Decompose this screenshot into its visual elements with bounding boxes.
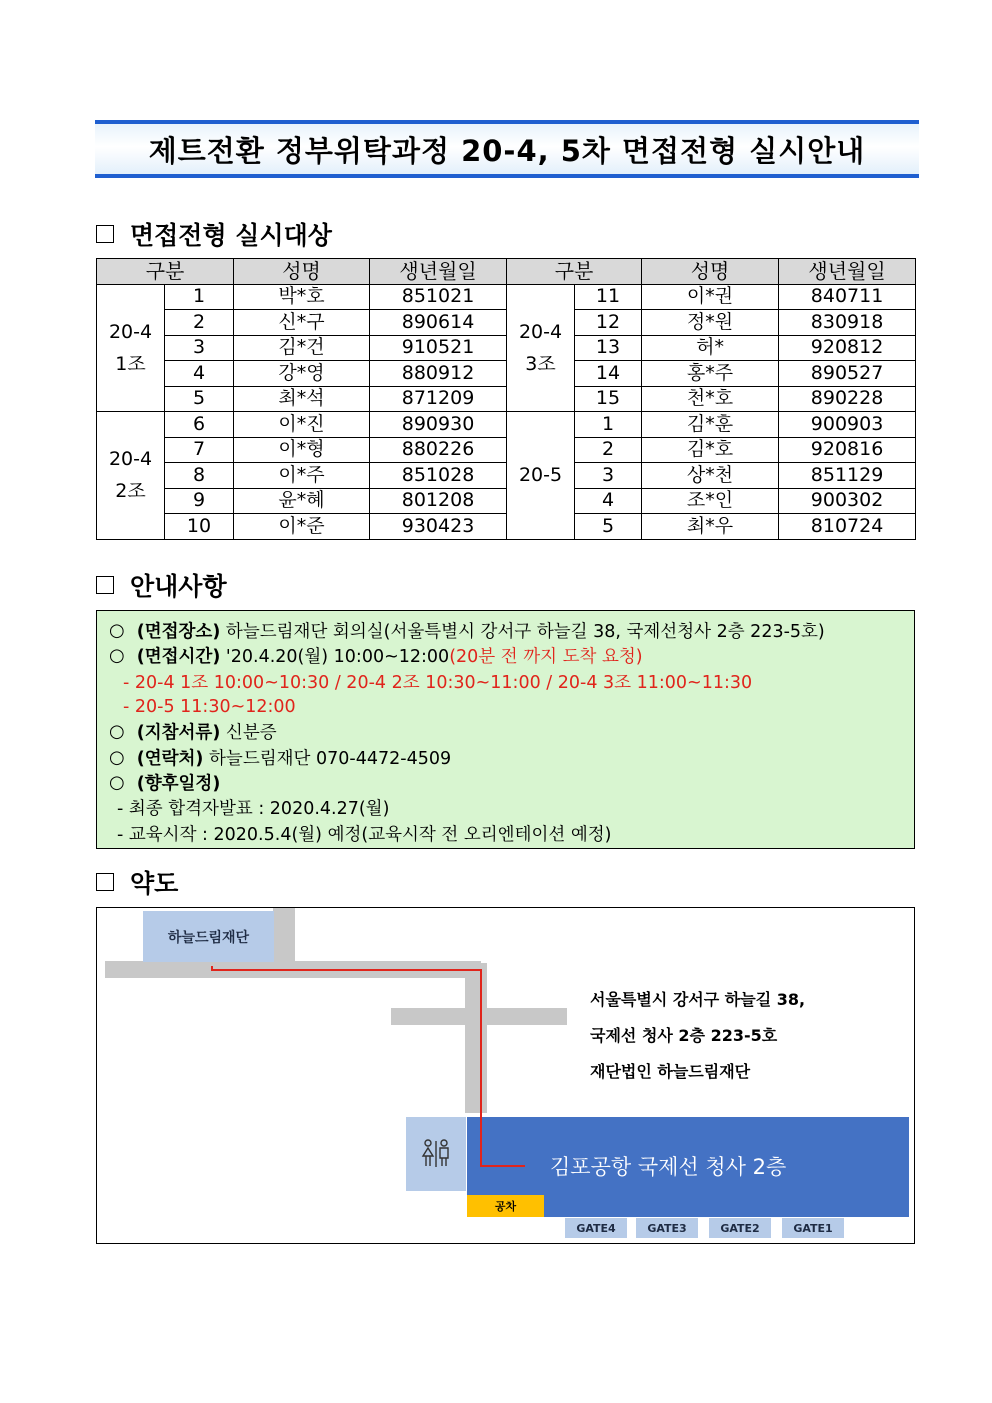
checkbox-square-icon: [96, 873, 114, 891]
candidate-name: 최*석: [234, 386, 370, 412]
section-target-heading: 면접전형 실시대상: [96, 216, 332, 252]
construction-label: 공차: [467, 1195, 544, 1217]
candidate-birth: 880912: [370, 361, 507, 387]
notice-box: [96, 610, 915, 849]
candidate-table: [96, 258, 916, 540]
candidate-name: 이*준: [234, 514, 370, 540]
gate-1: GATE1: [782, 1218, 844, 1238]
header-group: 구분: [97, 259, 234, 285]
candidate-birth: 851028: [370, 463, 507, 489]
candidate-birth: 890614: [370, 310, 507, 336]
candidate-name: 조*인: [642, 488, 779, 514]
candidate-name: 이*형: [234, 437, 370, 463]
candidate-name: 김*훈: [642, 412, 779, 438]
notice-future: ○ (향후일정): [109, 771, 221, 794]
candidate-birth: 851021: [370, 284, 507, 310]
candidate-name: 허*: [642, 335, 779, 361]
map-address: 서울특별시 강서구 하늘길 38, 국제선 청사 2층 223-5호 재단법인 하늘드림재단: [590, 990, 806, 1081]
row-number: 1: [575, 412, 642, 438]
table-row: [97, 310, 916, 336]
candidate-birth: 900302: [779, 488, 916, 514]
candidate-name: 천*호: [642, 386, 779, 412]
candidate-name: 홍*주: [642, 361, 779, 387]
page-title-banner: [95, 120, 919, 178]
foundation-box: 하늘드림재단: [143, 911, 274, 962]
notice-contact: ○ (연락처) 하늘드림재단 070-4472-4509: [109, 746, 452, 769]
candidate-name: 이*진: [234, 412, 370, 438]
row-number: 10: [165, 514, 234, 540]
table-row: [97, 488, 916, 514]
candidate-birth: 830918: [779, 310, 916, 336]
route-line: [97, 908, 915, 1244]
terminal-label: 김포공항 국제선 청사 2층: [550, 1155, 787, 1179]
header-group: 구분: [507, 259, 642, 285]
table-row: [97, 386, 916, 412]
row-number: 9: [165, 488, 234, 514]
notice-future-2: - 교육시작 : 2020.5.4(월) 예정(교육시작 전 오리엔테이션 예정): [117, 824, 612, 845]
row-number: 6: [165, 412, 234, 438]
candidate-birth: 801208: [370, 488, 507, 514]
gate-2: GATE2: [709, 1218, 771, 1238]
row-number: 5: [575, 514, 642, 540]
checkbox-square-icon: [96, 225, 114, 243]
candidate-birth: 840711: [779, 284, 916, 310]
row-number: 1: [165, 284, 234, 310]
candidate-name: 김*호: [642, 437, 779, 463]
gate-4: GATE4: [565, 1218, 627, 1238]
candidate-birth: 920816: [779, 437, 916, 463]
notice-schedule-2: - 20-5 11:30~12:00: [123, 696, 296, 717]
row-number: 11: [575, 284, 642, 310]
row-number: 4: [575, 488, 642, 514]
candidate-name: 이*권: [642, 284, 779, 310]
candidate-name: 이*주: [234, 463, 370, 489]
row-number: 15: [575, 386, 642, 412]
table-row: [97, 463, 916, 489]
candidate-birth: 900903: [779, 412, 916, 438]
candidate-birth: 930423: [370, 514, 507, 540]
candidate-birth: 890228: [779, 386, 916, 412]
row-number: 8: [165, 463, 234, 489]
section-notice-heading: 안내사항: [96, 567, 227, 603]
row-number: 2: [165, 310, 234, 336]
table-row: [97, 361, 916, 387]
table-row: [97, 412, 916, 438]
candidate-name: 신*구: [234, 310, 370, 336]
candidate-name: 김*건: [234, 335, 370, 361]
gate-3: GATE3: [636, 1218, 698, 1238]
table-row: [97, 284, 916, 310]
group-cell: 20-4 2조: [97, 412, 165, 540]
candidate-name: 박*호: [234, 284, 370, 310]
header-birth: 생년월일: [370, 259, 507, 285]
candidate-name: 강*영: [234, 361, 370, 387]
header-birth: 생년월일: [779, 259, 916, 285]
row-number: 3: [165, 335, 234, 361]
notice-docs: ○ (지참서류) 신분증: [109, 721, 277, 744]
candidate-birth: 890930: [370, 412, 507, 438]
candidate-birth: 890527: [779, 361, 916, 387]
table-header-row: [97, 259, 916, 285]
group-cell: 20-4 1조: [97, 284, 165, 412]
row-number: 4: [165, 361, 234, 387]
header-name: 성명: [642, 259, 779, 285]
notice-place: ○ (면접장소) 하늘드림재단 회의실(서울특별시 강서구 하늘길 38, 국제선청사 2층 223-5호): [109, 620, 825, 643]
candidate-birth: 910521: [370, 335, 507, 361]
row-number: 2: [575, 437, 642, 463]
candidate-birth: 810724: [779, 514, 916, 540]
notice-schedule-1: - 20-4 1조 10:00~10:30 / 20-4 2조 10:30~11:00 / 20-4 3조 11:00~11:30: [123, 672, 753, 693]
row-number: 13: [575, 335, 642, 361]
notice-time: ○ (면접시간) '20.4.20(월) 10:00~12:00 (20분 전 까지 도착 요청): [109, 645, 643, 668]
candidate-name: 정*원: [642, 310, 779, 336]
row-number: 7: [165, 437, 234, 463]
candidate-name: 윤*혜: [234, 488, 370, 514]
row-number: 5: [165, 386, 234, 412]
row-number: 3: [575, 463, 642, 489]
row-number: 12: [575, 310, 642, 336]
table-row: [97, 514, 916, 540]
candidate-name: 상*천: [642, 463, 779, 489]
row-number: 14: [575, 361, 642, 387]
group-cell: 20-4 3조: [507, 284, 575, 412]
candidate-birth: 880226: [370, 437, 507, 463]
group-cell: 20-5: [507, 412, 575, 540]
candidate-name: 최*우: [642, 514, 779, 540]
header-name: 성명: [234, 259, 370, 285]
section-map-heading: 약도: [96, 864, 178, 900]
candidate-birth: 871209: [370, 386, 507, 412]
table-row: [97, 335, 916, 361]
candidate-birth: 851129: [779, 463, 916, 489]
page-title: 제트전환 정부위탁과정 20-4, 5차 면접전형 실시안내: [148, 133, 866, 168]
location-map: [96, 907, 915, 1244]
table-row: [97, 437, 916, 463]
candidate-birth: 920812: [779, 335, 916, 361]
notice-future-1: - 최종 합격자발표 : 2020.4.27(월): [117, 799, 390, 820]
checkbox-square-icon: [96, 576, 114, 594]
